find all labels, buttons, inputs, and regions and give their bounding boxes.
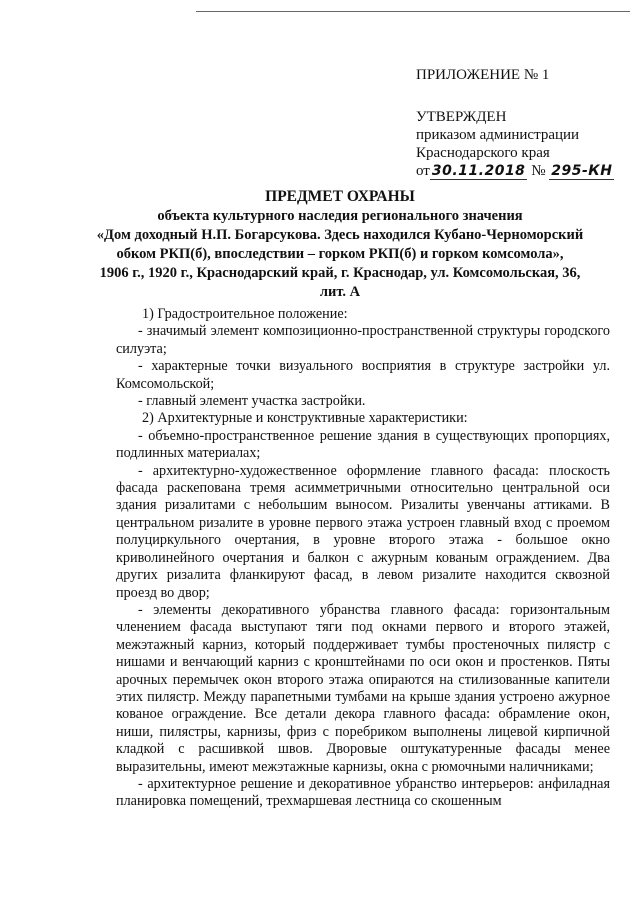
date-prefix: от: [416, 163, 430, 179]
section-2-heading: 2) Архитектурные и конструктивные характеристики:: [142, 410, 468, 427]
title-line2: «Дом доходный Н.П. Богарсукова. Здесь находился Кубано-Черноморский: [96, 227, 584, 243]
section-1-heading: 1) Градостроительное положение:: [142, 306, 348, 322]
order-line: [416, 162, 614, 180]
approved-by-line2: Краснодарского края: [416, 145, 550, 161]
scan-edge-line: [196, 11, 630, 12]
section-1-item-3: - главный элемент участка застройки.: [138, 393, 366, 410]
document-title: [90, 187, 590, 302]
approved-by-line1: приказом администрации: [416, 127, 580, 143]
title-main: ПРЕДМЕТ ОХРАНЫ: [265, 188, 415, 205]
document-body: [116, 306, 610, 811]
section-2-item-4: - архитектурное решение и декоративное убранство интерьеров: анфиладная планировка помещений, трехмаршевая лестница со скошенным: [116, 775, 610, 810]
section-1-item-1: - значимый элемент композиционно-пространственной структуры городского силуэта;: [116, 323, 610, 357]
section-2-item-1: - объемно-пространственное решение здания в существующих пропорциях, подлинных материалах;: [116, 427, 610, 462]
approval-block: [416, 66, 614, 180]
appendix-label: ПРИЛОЖЕНИЕ № 1: [416, 67, 550, 83]
title-line1: объекта культурного наследия регионального значения: [157, 208, 523, 224]
number-sign: №: [531, 163, 546, 179]
approved-label: УТВЕРЖДЕН: [416, 109, 507, 125]
title-line5: лит. А: [319, 284, 361, 300]
title-line4: 1906 г., 1920 г., Краснодарский край, г. Краснодар, ул. Комсомольская, 36,: [99, 265, 581, 281]
handwritten-date: 30.11.2018: [431, 163, 526, 179]
handwritten-number: 295-КН: [551, 163, 613, 179]
section-1-item-2: - характерные точки визуального восприятия в структуре застройки ул. Комсомольской;: [116, 358, 610, 392]
title-line3: обком РКП(б), впоследствии – горком РКП(б) и горком комсомола»,: [116, 246, 564, 262]
section-2-item-2: - архитектурно-художественное оформление главного фасада: плоскость фасада раскепована тремя асимметричными относительно центральной оси здания ризалитами с небольшим выносом. Ризалиты увенчаны аттиками. В центральном ризалите в уровне первого этажа устроен главный вход с проемом полуциркульного очертания, в уровне второго этажа - большое окно криволинейного очертания и балкон с ажурным кованым ограждением. Два других ризалита фланкируют фасад, в левом ризалите находится сквозной проезд во двор;: [116, 462, 610, 601]
section-2-item-3: - элементы декоративного убранства главного фасада: горизонтальным членением фасада выступают тяги под окнами первого и второго этажей, межэтажный карниз, который поддерживает тумбы простеночных пилястр с нишами и венчающий карниз с кронштейнами по оси окон и простенков. Пяты арочных перемычек окон второго этажа опираются на стилизованные капители этих пилястр. Между парапетными тумбами на крыше здания устроено ажурное кованое ограждение. Все детали декора главного фасада: обрамление окон, ниши, пилястры, карнизы, фриз с поребриком выполнены лицевой кирпичной кладкой с расшивкой швов. Дворовые оштукатуренные фасады менее выразительны, имеют межэтажные карнизы, окна с рюмочными наличниками;: [116, 601, 610, 775]
